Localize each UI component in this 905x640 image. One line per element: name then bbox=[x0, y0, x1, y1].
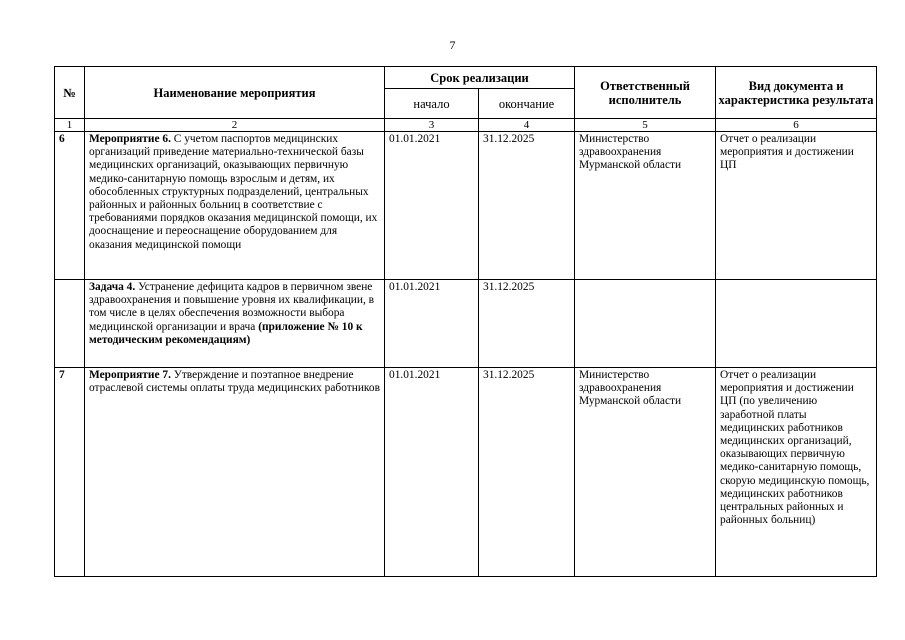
page-number: 7 bbox=[449, 38, 456, 52]
column-number: 4 bbox=[479, 119, 575, 132]
activity-label: Мероприятие 6. bbox=[89, 133, 171, 145]
header-responsible: Ответственный исполнитель bbox=[575, 67, 716, 119]
start-date: 01.01.2021 bbox=[385, 132, 479, 280]
column-number: 3 bbox=[385, 119, 479, 132]
activity-description: С учетом паспортов медицинских организаций приведение материально-технической базы медицинских организаций, оказывающих первичную медико-санитарную помощь взрослым и детям, их обособленных структурных подразделений, центральных районных и районных больниц в соответствие с требованиями порядков оказания медицинской помощи, их дооснащение и переоснащение оборудованием для оказания медицинской помощи bbox=[89, 133, 378, 251]
header-number: № bbox=[55, 67, 85, 119]
activity-description: Утверждение и поэтапное внедрение отраслевой системы оплаты труда медицинских работников bbox=[89, 369, 380, 395]
table-row bbox=[55, 280, 877, 368]
column-number: 6 bbox=[716, 119, 877, 132]
header-name: Наименование мероприятия bbox=[85, 67, 385, 119]
start-date: 01.01.2021 bbox=[385, 280, 479, 368]
activity-name bbox=[85, 280, 385, 368]
table-row bbox=[55, 132, 877, 280]
task-label: Задача 4. bbox=[89, 281, 136, 293]
task-reference: (приложение № 10 к методическим рекомендациям) bbox=[89, 320, 363, 346]
end-date: 31.12.2025 bbox=[479, 368, 575, 577]
table-row bbox=[55, 368, 877, 577]
column-numbers-row bbox=[55, 119, 877, 132]
activity-name bbox=[85, 132, 385, 280]
activities-table bbox=[54, 66, 877, 577]
responsible: Министерство здравоохранения Мурманской области bbox=[575, 368, 716, 577]
row-number bbox=[55, 280, 85, 368]
result bbox=[716, 280, 877, 368]
end-date: 31.12.2025 bbox=[479, 280, 575, 368]
header-start: начало bbox=[385, 89, 479, 119]
row-number: 7 bbox=[55, 368, 85, 577]
column-number: 1 bbox=[55, 119, 85, 132]
header-result: Вид документа и характеристика результата bbox=[716, 67, 877, 119]
result: Отчет о реализации мероприятия и достижении ЦП bbox=[716, 132, 877, 280]
end-date: 31.12.2025 bbox=[479, 132, 575, 280]
header-end: окончание bbox=[479, 89, 575, 119]
responsible: Министерство здравоохранения Мурманской области bbox=[575, 132, 716, 280]
result: Отчет о реализации мероприятия и достижении ЦП (по увеличению заработной платы медицинских работников медицинских организаций, оказывающих первичную медико-санитарную помощь, скорую медицинскую помощь, медицинских работников центральных районных и районных больниц) bbox=[716, 368, 877, 577]
column-number: 5 bbox=[575, 119, 716, 132]
activity-label: Мероприятие 7. bbox=[89, 369, 171, 381]
column-number: 2 bbox=[85, 119, 385, 132]
row-number: 6 bbox=[55, 132, 85, 280]
responsible bbox=[575, 280, 716, 368]
task-description: Устранение дефицита кадров в первичном звене здравоохранения и повышение уровня их квалификации, в том числе в целях обеспечения возможности выбора медицинской организации и врача bbox=[89, 281, 375, 333]
activity-name bbox=[85, 368, 385, 577]
start-date: 01.01.2021 bbox=[385, 368, 479, 577]
header-period: Срок реализации bbox=[385, 67, 575, 89]
